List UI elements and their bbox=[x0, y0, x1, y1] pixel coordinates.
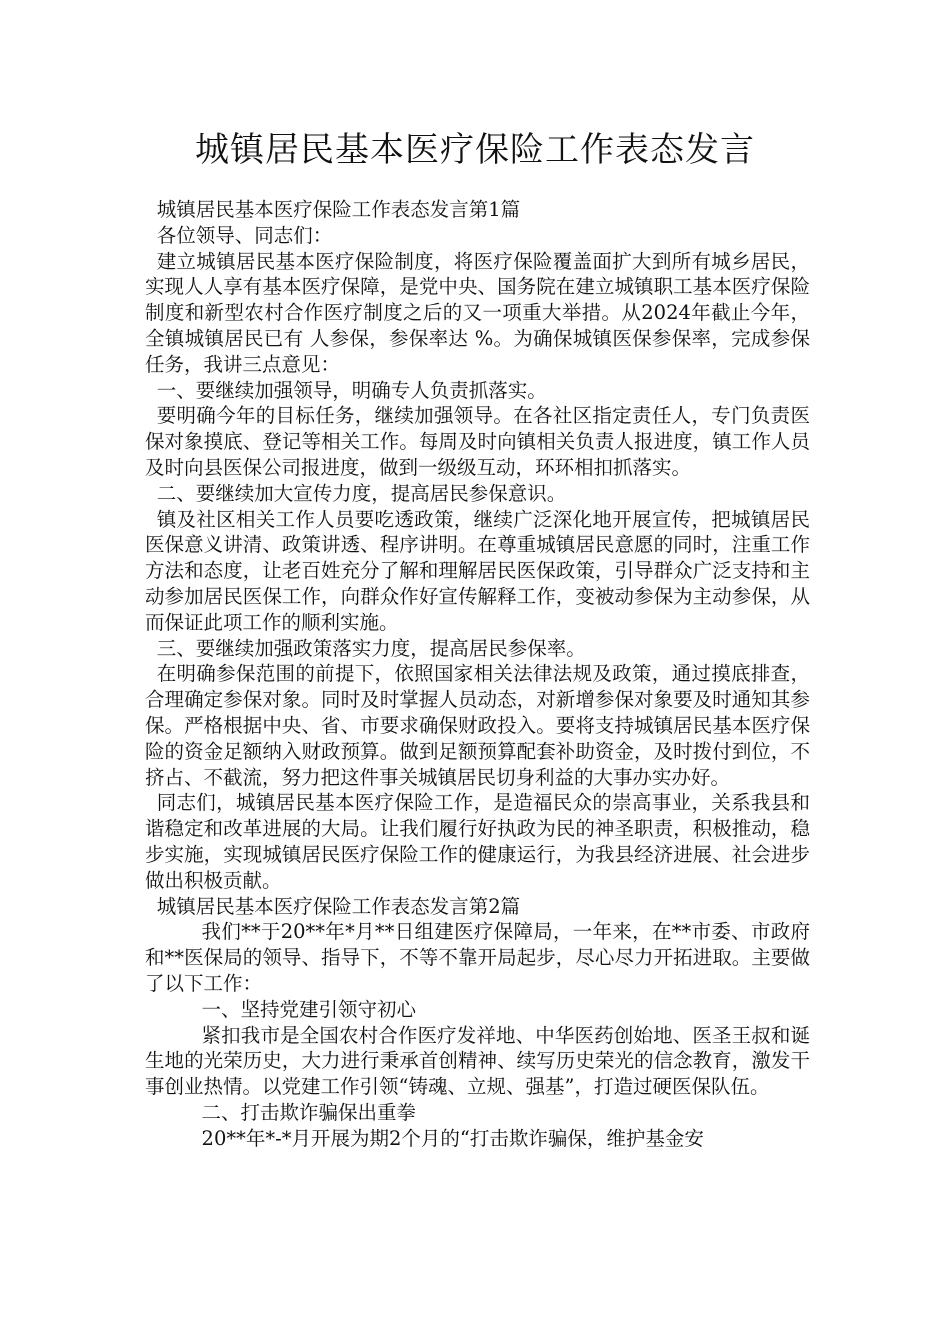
paragraph-part-2-point-1: 紧扣我市是全国农村合作医疗发祥地、中华医药创始地、医圣王叔和诞生地的光荣历史，大力进行秉承首创精神、续写历史荣光的信念教育，激发干事创业热情。以党建工作引领“铸魂、立规、强基”，打造过硬医保队伍。 bbox=[145, 1023, 810, 1099]
point-heading-2: 二、要继续加大宣传力度，提高居民参保意识。 bbox=[156, 481, 567, 505]
paragraph-part-2-point-2: 20**年*-*月开展为期2个月的“打击欺诈骗保，维护基金安 bbox=[201, 1126, 704, 1150]
paragraph-part-2-intro: 我们**于20**年*月**日组建医疗保障局，一年来，在**市委、市政府和**医保局的领导、指导下，不等不靠开局起步，尽心尽力开拓进取。主要做了以下工作： bbox=[145, 920, 810, 995]
paragraph-intro: 建立城镇居民基本医疗保险制度，将医疗保险覆盖面扩大到所有城乡居民，实现人人享有基本医疗保障，是党中央、国务院在建立城镇职工基本医疗保险制度和新型农村合作医疗制度之后的又一项重大举措。从2024年截止今年，全镇城镇居民已有 人参保，参保率达 %。为确保城镇医保参保率，完成参保任务，我讲三点意见： bbox=[145, 249, 810, 376]
point-heading-1: 一、要继续加强领导，明确专人负责抓落实。 bbox=[156, 378, 547, 402]
paragraph-point-3: 在明确参保范围的前提下，依照国家相关法律法规及政策，通过摸底排查，合理确定参保对象。同时及时掌握人员动态，对新增参保对象要及时通知其参保。严格根据中央、省、市要求确保财政投入。要将支持城镇居民基本医疗保险的资金足额纳入财政预算。做到足额预算配套补助资金，及时拨付到位，不挤占、不截流，努力把这件事关城镇居民切身利益的大事办实办好。 bbox=[145, 662, 810, 789]
section-heading-part-1: 城镇居民基本医疗保险工作表态发言第1篇 bbox=[156, 198, 521, 221]
document-body bbox=[145, 197, 810, 1151]
part-2-heading-2: 二、打击欺诈骗保出重拳 bbox=[201, 1100, 417, 1124]
part-2-heading-1: 一、坚持党建引领守初心 bbox=[201, 997, 417, 1021]
paragraph-closing: 同志们，城镇居民基本医疗保险工作，是造福民众的崇高事业，关系我县和谐稳定和改革进展的大局。让我们履行好执政为民的神圣职责，积极推动，稳步实施，实现城镇居民医疗保险工作的健康运行，为我县经济进展、社会进步做出积极贡献。 bbox=[145, 791, 810, 892]
point-heading-3: 三、要继续加强政策落实力度，提高居民参保率。 bbox=[156, 636, 586, 660]
salutation: 各位领导、同志们： bbox=[156, 223, 333, 247]
paragraph-point-2: 镇及社区相关工作人员要吃透政策，继续广泛深化地开展宣传，把城镇居民医保意义讲清、政策讲透、程序讲明。在尊重城镇居民意愿的同时，注重工作方法和态度，让老百姓充分了解和理解居民医保政策，引导群众广泛支持和主动参加居民医保工作，向群众作好宣传解释工作，变被动参保为主动参保，从而保证此项工作的顺利实施。 bbox=[145, 507, 810, 634]
document-title: 城镇居民基本医疗保险工作表态发言 bbox=[195, 130, 755, 170]
paragraph-point-1: 要明确今年的目标任务，继续加强领导。在各社区指定责任人，专门负责医保对象摸底、登记等相关工作。每周及时向镇相关负责人报进度，镇工作人员及时向县医保公司报进度，做到一级级互动，环环相扣抓落实。 bbox=[145, 404, 810, 479]
section-heading-part-2: 城镇居民基本医疗保险工作表态发言第2篇 bbox=[156, 894, 521, 918]
